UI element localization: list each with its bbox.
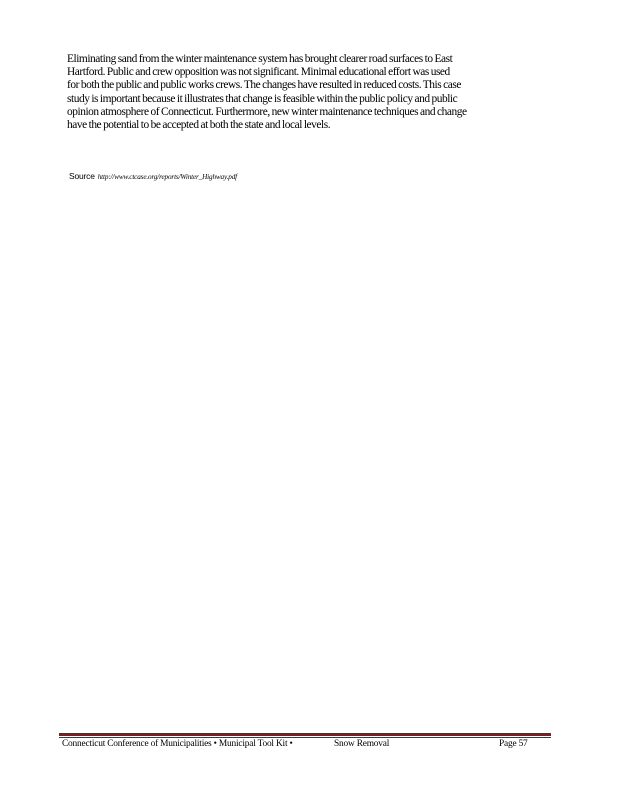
body-line: study is important because it illustrates that change is feasible within the public policy and public <box>67 92 458 105</box>
footer-rule-thin <box>59 737 551 738</box>
footer-publication: Connecticut Conference of Municipalities • Municipal Tool Kit • <box>62 739 293 749</box>
body-line: opinion atmosphere of Connecticut. Furthermore, new winter maintenance techniques and change <box>67 105 467 118</box>
footer-page-number: Page 57 <box>499 739 528 749</box>
footer-section-title: Snow Removal <box>334 739 390 749</box>
source-label: Source <box>69 171 95 181</box>
body-line: have the potential to be accepted at both the state and local levels. <box>67 119 331 132</box>
footer-rule <box>59 733 551 736</box>
body-line: Hartford. Public and crew opposition was not significant. Minimal educational effort was used <box>67 66 450 79</box>
body-line: Eliminating sand from the winter maintenance system has brought clearer road surfaces to East <box>67 53 453 65</box>
source-url-link[interactable]: http://www.ctcase.org/reports/Winter_Highway.pdf <box>97 173 238 181</box>
body-paragraph <box>67 53 543 132</box>
source-citation <box>69 171 237 183</box>
body-line: for both the public and public works crews. The changes have resulted in reduced costs. This case <box>67 79 461 92</box>
